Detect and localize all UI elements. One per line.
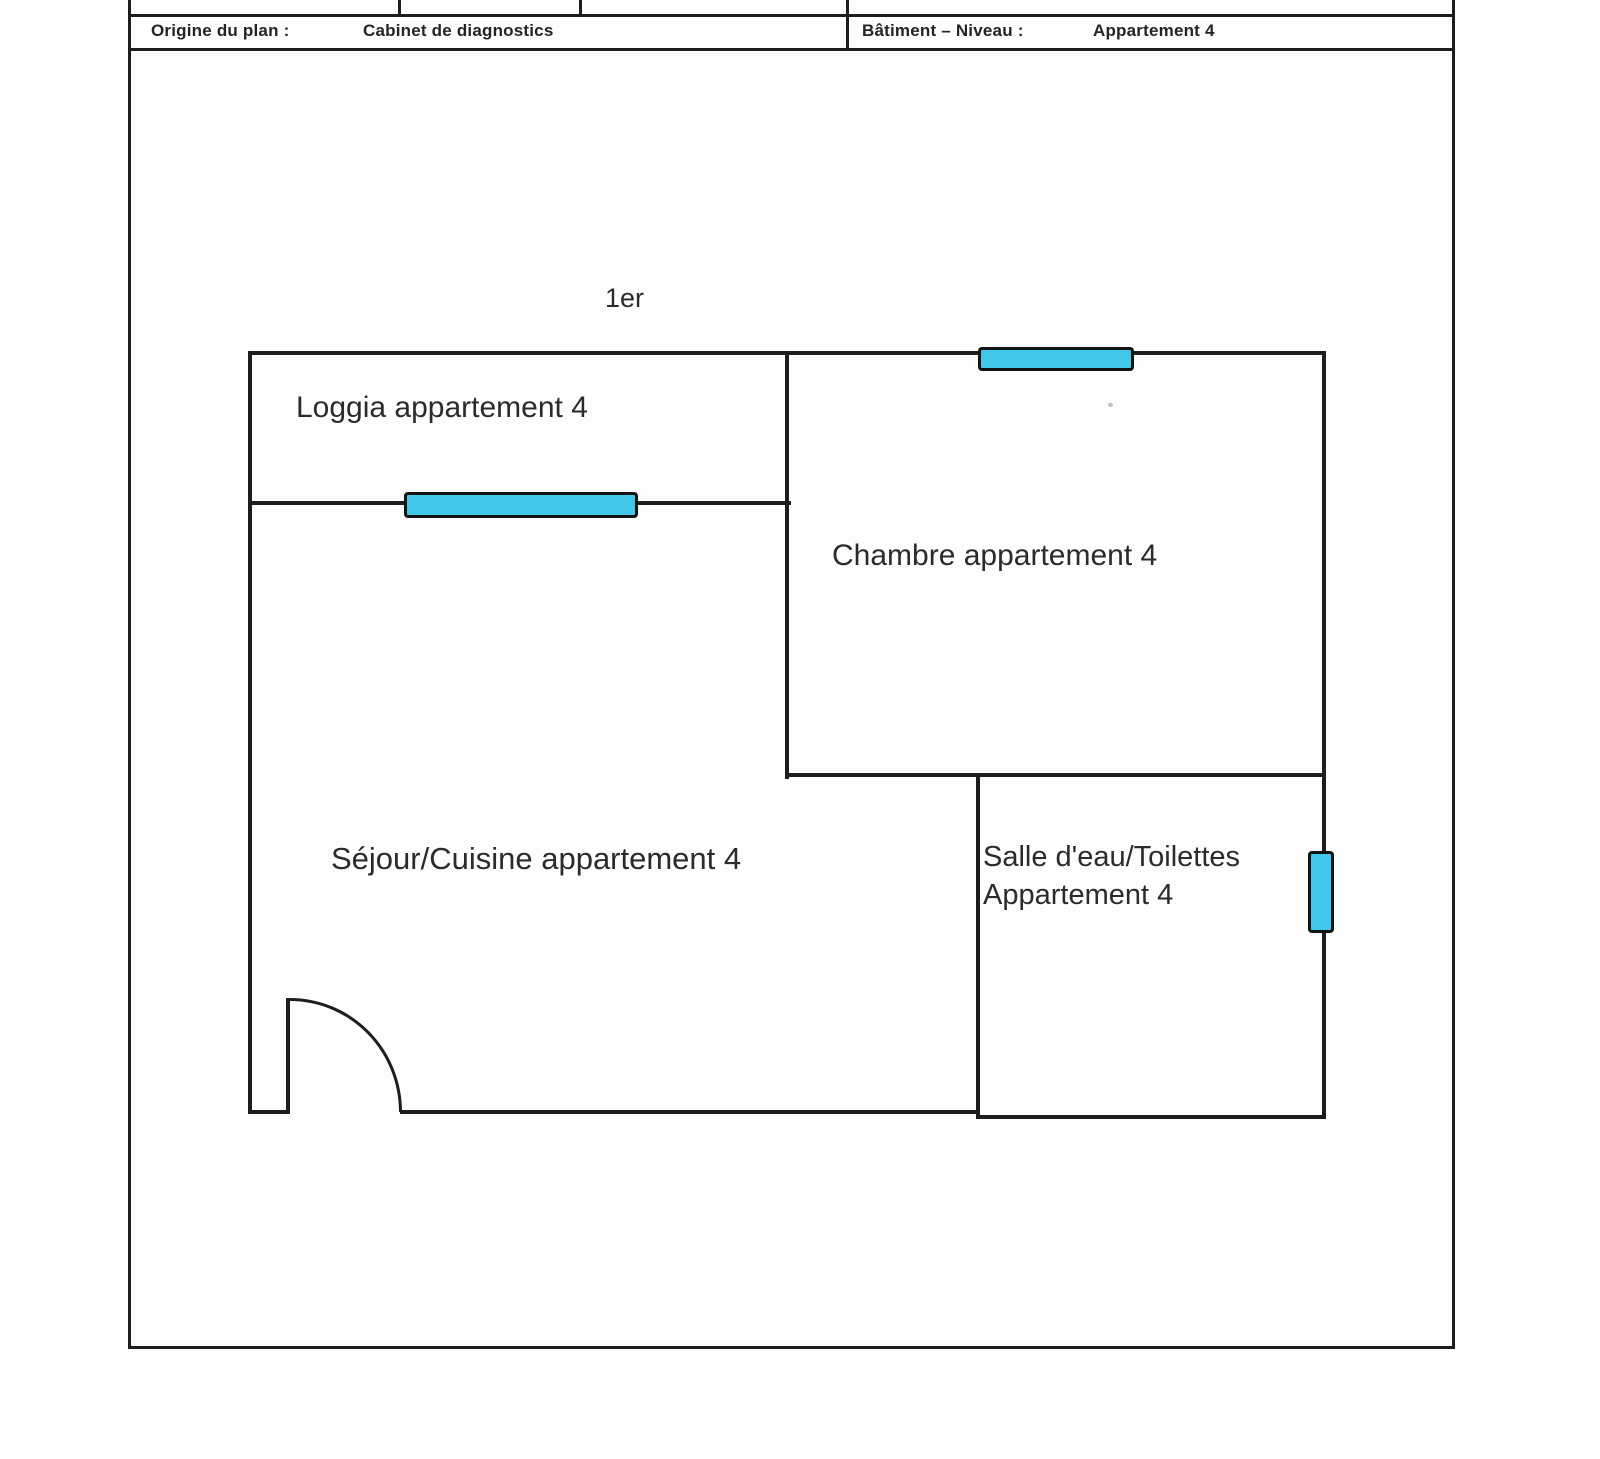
table-row-border [131, 48, 1452, 51]
building-level-label: Bâtiment – Niveau : [862, 21, 1024, 40]
wall-salle-eau-left [976, 773, 980, 1119]
window-loggia [404, 492, 638, 518]
table-column-divider [579, 0, 582, 14]
room-label-chambre: Chambre appartement 4 [832, 539, 1158, 572]
room-label-salle-eau-line1: Salle d'eau/Toilettes [983, 841, 1241, 873]
wall-left [248, 351, 252, 1114]
table-column-divider [398, 0, 401, 14]
table-column-divider [846, 14, 849, 48]
origin-value: Cabinet de diagnostics [363, 21, 554, 40]
window-chambre [978, 347, 1134, 371]
table-column-divider [846, 0, 849, 14]
plan-header-row [131, 14, 1452, 48]
wall-bottom-door-stub [248, 1110, 290, 1114]
wall-chambre-left [785, 351, 789, 779]
wall-bottom-left-segment [400, 1110, 980, 1114]
window-salle-eau [1308, 851, 1334, 933]
room-label-loggia: Loggia appartement 4 [296, 391, 588, 424]
room-label-sejour-cuisine: Séjour/Cuisine appartement 4 [331, 841, 742, 876]
scan-artifact-dot [1108, 403, 1113, 407]
building-level-value: Appartement 4 [1093, 21, 1215, 40]
room-label-salle-eau-line2: Appartement 4 [983, 879, 1174, 911]
document-table-frame [128, 0, 1455, 1349]
wall-right [1322, 351, 1326, 1119]
origin-label: Origine du plan : [151, 21, 290, 40]
wall-chambre-bottom [785, 773, 1326, 777]
floor-level-label: 1er [605, 283, 645, 313]
wall-bottom-right-segment [976, 1115, 1326, 1119]
